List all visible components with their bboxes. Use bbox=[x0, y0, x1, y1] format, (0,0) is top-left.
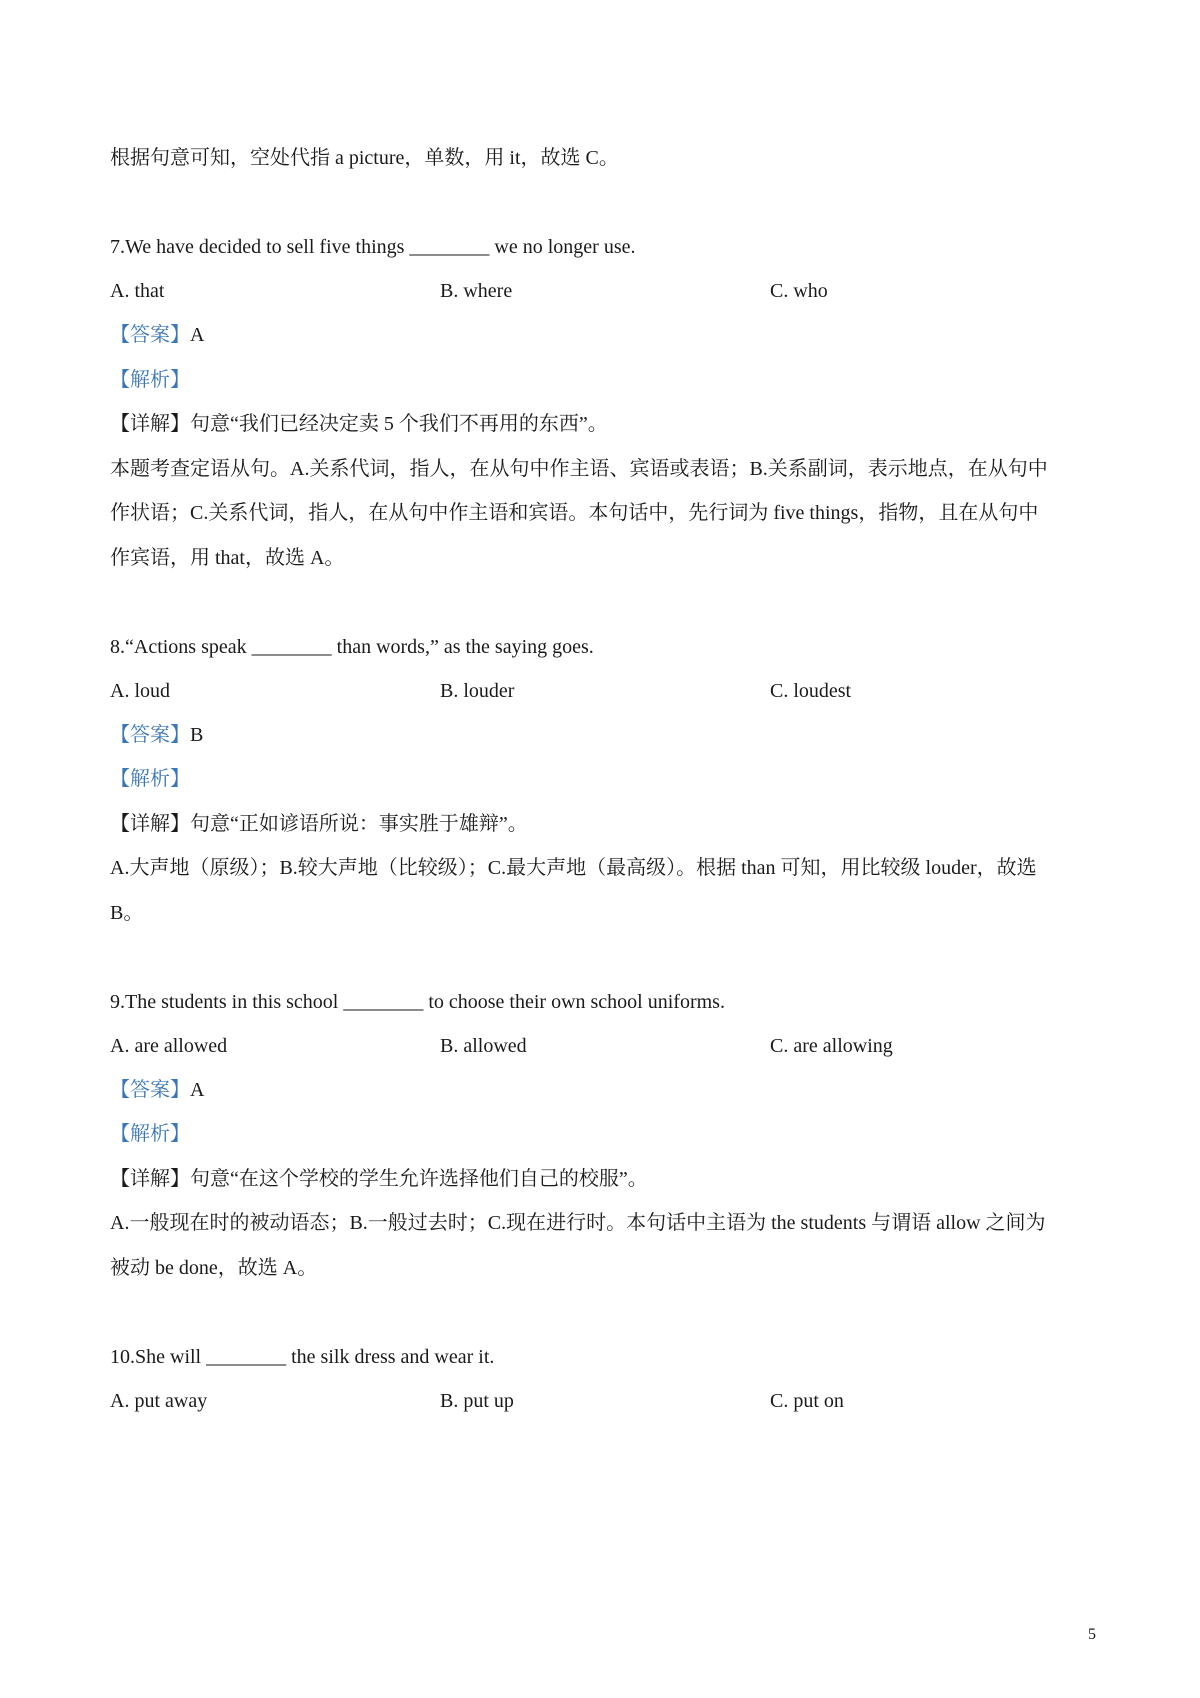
q8-option-a: A. loud bbox=[110, 680, 170, 702]
q8-answer bbox=[110, 721, 203, 749]
q9-analysis-tag: 【解析】 bbox=[110, 1123, 190, 1145]
q10-stem: 10.She will ________ the silk dress and wear it. bbox=[110, 1346, 495, 1368]
q7-stem: 7.We have decided to sell five things ________ we no longer use. bbox=[110, 236, 636, 258]
q8-analysis-tag: 【解析】 bbox=[110, 768, 190, 790]
q7-answer bbox=[110, 321, 204, 349]
q9-answer bbox=[110, 1076, 204, 1104]
q8-stem: 8.“Actions speak ________ than words,” as the saying goes. bbox=[110, 636, 594, 658]
answer-tag: 【答案】 bbox=[110, 1079, 190, 1101]
answer-tag: 【答案】 bbox=[110, 724, 190, 746]
answer-value: A bbox=[190, 324, 205, 346]
q8-detail: 【详解】句意“正如谚语所说：事实胜于雄辩”。 bbox=[110, 813, 528, 835]
q8-option-c: C. loudest bbox=[770, 680, 852, 702]
q9-detail: 【详解】句意“在这个学校的学生允许选择他们自己的校服”。 bbox=[110, 1168, 648, 1190]
q8-explain-line: B。 bbox=[110, 902, 144, 924]
q9-option-a: A. are allowed bbox=[110, 1035, 228, 1057]
answer-value: B bbox=[190, 724, 204, 746]
page-number: 5 bbox=[1088, 1626, 1096, 1643]
q7-detail: 【详解】句意“我们已经决定卖 5 个我们不再用的东西”。 bbox=[110, 413, 608, 435]
q7-option-b: B. where bbox=[440, 280, 513, 302]
q10-option-c: C. put on bbox=[770, 1390, 844, 1412]
q7-option-c: C. who bbox=[770, 280, 828, 302]
q9-stem: 9.The students in this school ________ to choose their own school uniforms. bbox=[110, 991, 725, 1013]
q10-option-b: B. put up bbox=[440, 1390, 514, 1412]
answer-tag: 【答案】 bbox=[110, 324, 190, 346]
q9-option-b: B. allowed bbox=[440, 1035, 527, 1057]
q7-explain-line: 作状语；C.关系代词，指人，在从句中作主语和宾语。本句话中，先行词为 five things，指物，且在从句中 bbox=[110, 502, 1039, 524]
q9-option-c: C. are allowing bbox=[770, 1035, 893, 1057]
answer-value: A bbox=[190, 1079, 205, 1101]
q10-option-a: A. put away bbox=[110, 1390, 208, 1412]
q8-option-b: B. louder bbox=[440, 680, 515, 702]
q7-analysis-tag: 【解析】 bbox=[110, 369, 190, 391]
q7-option-a: A. that bbox=[110, 280, 165, 302]
intro-explanation: 根据句意可知，空处代指 a picture，单数，用 it，故选 C。 bbox=[110, 147, 619, 169]
q9-explain-line: A.一般现在时的被动语态；B.一般过去时；C.现在进行时。本句话中主语为 the students 与谓语 allow 之间为 bbox=[110, 1212, 1046, 1234]
q7-explain-line: 本题考查定语从句。A.关系代词，指人，在从句中作主语、宾语或表语；B.关系副词，表示地点，在从句中 bbox=[110, 458, 1048, 480]
q7-explain-line: 作宾语，用 that，故选 A。 bbox=[110, 547, 345, 569]
q9-explain-line: 被动 be done，故选 A。 bbox=[110, 1257, 318, 1279]
q8-explain-line: A.大声地（原级）；B.较大声地（比较级）；C.最大声地（最高级）。根据 than 可知，用比较级 louder，故选 bbox=[110, 857, 1037, 879]
